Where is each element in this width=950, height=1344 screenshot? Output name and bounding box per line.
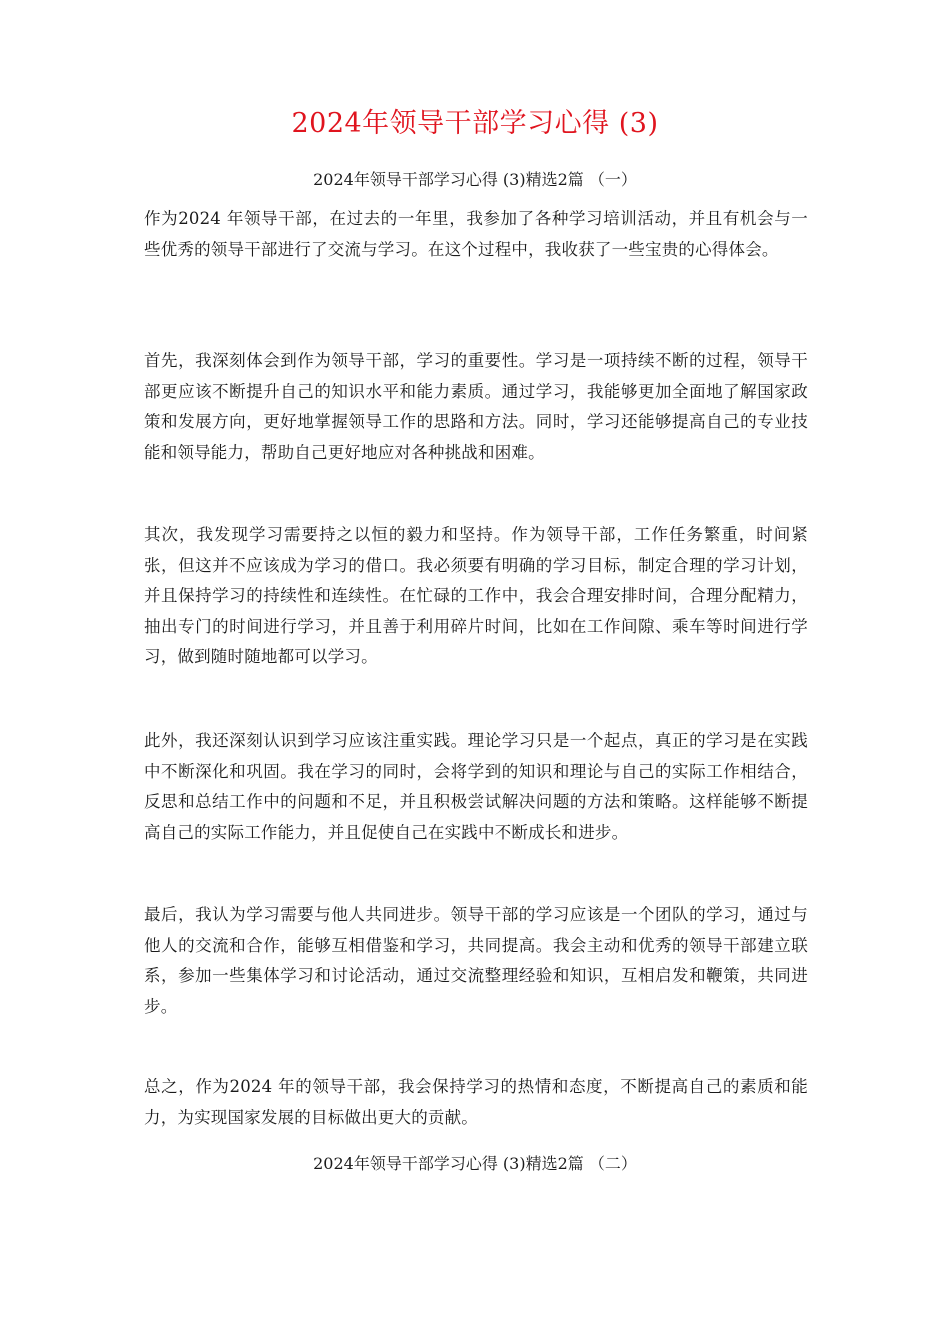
paragraph-text: 总之，作为2024 年的领导干部，我会保持学习的热情和态度，不断提高自己的素质和能力，为实现国家发展的目标做出更大的贡献。 [144,1077,808,1127]
document-title: 2024年领导干部学习心得 (3) [291,108,659,139]
paragraph-intro [144,204,808,265]
paragraph-first [144,346,808,468]
section-heading-two: 2024年领导干部学习心得 (3)精选2篇 （二） [313,1154,637,1173]
paragraph-text: 此外，我还深刻认识到学习应该注重实践。理论学习只是一个起点，真正的学习是在实践中不断深化和巩固。我在学习的同时，会将学到的知识和理论与自己的实际工作相结合，反思和总结工作中的问题和不足，并且积极尝试解决问题的方法和策略。这样能够不断提高自己的实际工作能力，并且促使自己在实践中不断成长和进步。 [144,731,808,842]
paragraph-text: 其次，我发现学习需要持之以恒的毅力和坚持。作为领导干部，工作任务繁重，时间紧张，但这并不应该成为学习的借口。我必须要有明确的学习目标，制定合理的学习计划，并且保持学习的持续性和连续性。在忙碌的工作中，我会合理安排时间，合理分配精力，抽出专门的时间进行学习，并且善于利用碎片时间，比如在工作间隙、乘车等时间进行学习，做到随时随地都可以学习。 [144,525,808,666]
paragraph-second [144,520,808,673]
paragraph-text: 首先，我深刻体会到作为领导干部，学习的重要性。学习是一项持续不断的过程，领导干部更应该不断提升自己的知识水平和能力素质。通过学习，我能够更加全面地了解国家政策和发展方向，更好地掌握领导工作的思路和方法。同时，学习还能够提高自己的专业技能和领导能力，帮助自己更好地应对各种挑战和困难。 [144,351,808,462]
section-heading-one: 2024年领导干部学习心得 (3)精选2篇 （一） [313,170,637,189]
paragraph-text: 作为2024 年领导干部，在过去的一年里，我参加了各种学习培训活动，并且有机会与一些优秀的领导干部进行了交流与学习。在这个过程中，我收获了一些宝贵的心得体会。 [144,209,808,259]
paragraph-text: 最后，我认为学习需要与他人共同进步。领导干部的学习应该是一个团队的学习，通过与他人的交流和合作，能够互相借鉴和学习，共同提高。我会主动和优秀的领导干部建立联系，参加一些集体学习和讨论活动，通过交流整理经验和知识，互相启发和鞭策，共同进步。 [144,905,808,1016]
paragraph-fourth [144,900,808,1022]
paragraph-conclusion [144,1072,808,1133]
paragraph-third [144,726,808,848]
